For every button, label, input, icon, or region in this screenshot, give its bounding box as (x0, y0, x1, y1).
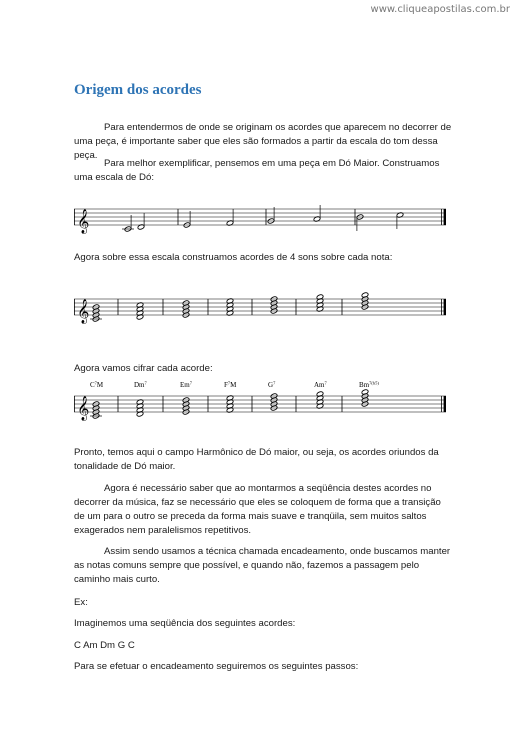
chord-symbol: Em$^7$ (180, 380, 192, 389)
treble-clef-icon: 𝄞 (77, 396, 90, 420)
paragraph-technique: Assim sendo usamos a técnica chamada encadeamento, onde buscamos manter as notas comuns sempre que possível, e quando não, fazemos a passagem pelo caminho mais curto. (74, 546, 451, 585)
paragraph-steps: Para se efetuar o encadeamento seguiremos os seguintes passos: (74, 661, 359, 672)
page-title: Origem dos acordes (74, 82, 202, 98)
staff-chord-symbols (74, 380, 446, 427)
paragraph-build-chords: Agora sobre essa escala construamos acordes de 4 sons sobre cada nota: (74, 252, 393, 263)
paragraph-cipher: Agora vamos cifrar cada acorde: (74, 363, 213, 374)
chord-symbol: Am$^7$ (314, 380, 327, 389)
chord-symbol: Dm$^7$ (134, 380, 147, 389)
chord-symbol: $Bm^{7(b5)}$ (359, 380, 379, 389)
site-url[interactable]: www.cliqueapostilas.com.br (370, 4, 510, 15)
staff-chords (74, 290, 446, 330)
chord-symbol: $F^7M$ (224, 380, 237, 389)
paragraph-example-scale: Para melhor exemplificar, pensemos em uma peça em Dó Maior. Construamos uma escala de Dó: (74, 158, 440, 183)
paragraph-sequence: Agora é necessário saber que ao montarmos a seqüência destes acordes no decorrer da música, faz se necessário que eles se coloquem de forma que a transição de um para o outro se preceda da forma mais suave e tranqüila, sem muitos saltos exagerados nem paralelismos repetitivos. (74, 483, 441, 536)
paragraph-harmonic-field: Pronto, temos aqui o campo Harmônico de Dó maior, ou seja, os acordes oriundos da tonalidade de Dó maior. (74, 447, 439, 472)
paragraph-intro: Para entendermos de onde se originam os acordes que aparecem no decorrer de uma peça, é importante saber que eles são formados a partir da escala do tom dessa peça. (74, 122, 452, 161)
paragraph-example-label: Ex: (74, 597, 88, 608)
chord-symbol: $G^7$ (268, 380, 276, 389)
chord-sequence: C Am Dm G C (74, 640, 135, 651)
treble-clef-icon: 𝄞 (77, 299, 90, 323)
staff-scale (74, 200, 446, 240)
paragraph-imagine: Imaginemos uma seqüência dos seguintes acordes: (74, 618, 296, 629)
chord-symbol: $C^7M$ (90, 380, 104, 389)
treble-clef-icon: 𝄞 (77, 209, 90, 233)
